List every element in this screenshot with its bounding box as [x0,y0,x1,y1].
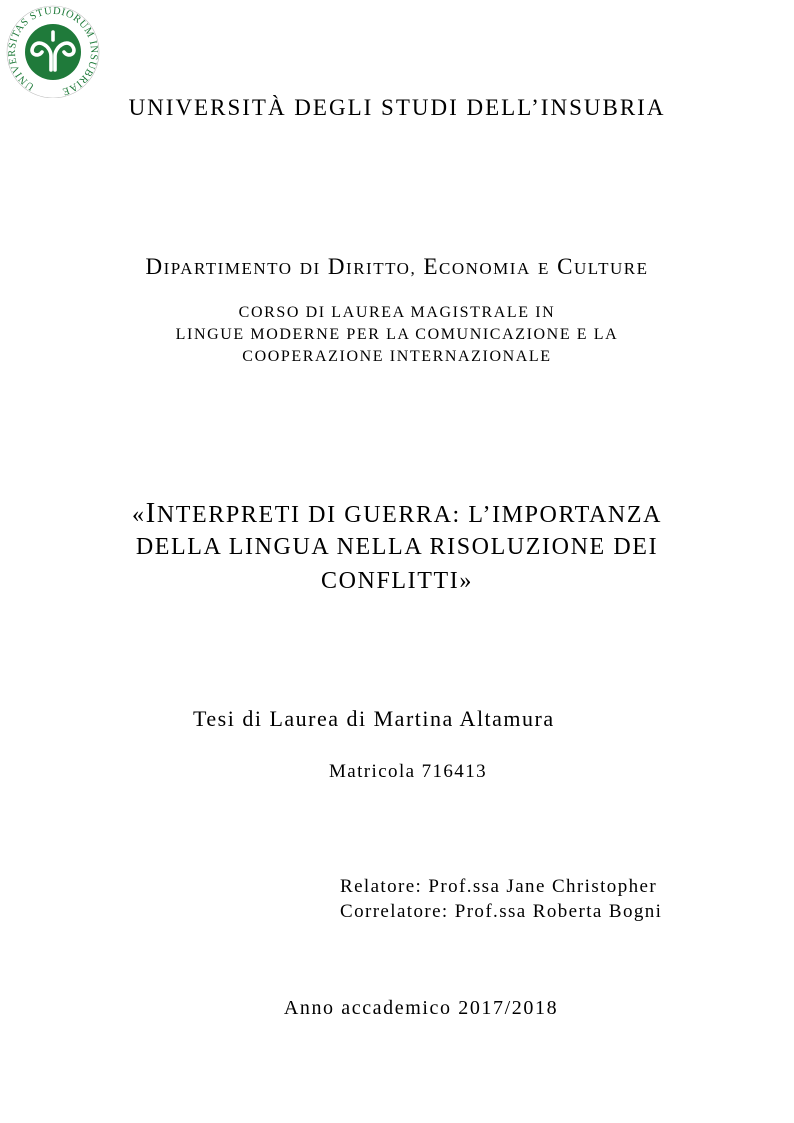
department-word: DI [299,259,321,278]
department-word: E [538,259,550,278]
title-line-rest: NTERPRETI DI GUERRA: L’IMPORTANZA [156,502,663,528]
department-word-rest: IPARTIMENTO [163,259,293,278]
degree-course-line: COOPERAZIONE INTERNAZIONALE [242,348,552,365]
degree-course [0,302,794,368]
title-open-quote: « [131,502,146,528]
department-word-rest: ULTURE [573,259,649,278]
thesis-title-line: CONFLITTI» [321,568,473,594]
svg-text:UNIVERSITAS STUDIORUM INSUBRIA: UNIVERSITAS STUDIORUM INSUBRIAE [6,5,100,97]
thesis-title [0,496,794,598]
department-word-rest: CONOMIA [439,259,531,278]
department-word-initial: D [145,254,164,279]
thesis-title-line [0,496,794,530]
co-supervisor: Correlatore: Prof.ssa Roberta Bogni [340,901,663,922]
degree-course-line: LINGUE MODERNE PER LA COMUNICAZIONE E LA [175,326,619,343]
department-word-initial: D [327,254,347,279]
department-name [0,254,794,280]
thesis-author-line: Tesi di Laurea di Martina Altamura [193,706,555,731]
department-word-initial: E [423,254,440,279]
department-word-initial: C [557,254,574,279]
university-seal-logo [0,0,106,98]
university-name: UNIVERSITÀ DEGLI STUDI DELL’INSUBRIA [128,95,666,120]
thesis-title-line: DELLA LINGUA NELLA RISOLUZIONE DEI [135,534,659,560]
department-word-rest: IRITTO, [346,259,417,278]
academic-year: Anno accademico 2017/2018 [283,997,559,1019]
student-id: Matricola 716413 [329,761,488,782]
title-initial: I [145,497,157,529]
supervisor: Relatore: Prof.ssa Jane Christopher [340,876,658,897]
degree-course-line: CORSO DI LAUREA MAGISTRALE IN [238,304,556,321]
